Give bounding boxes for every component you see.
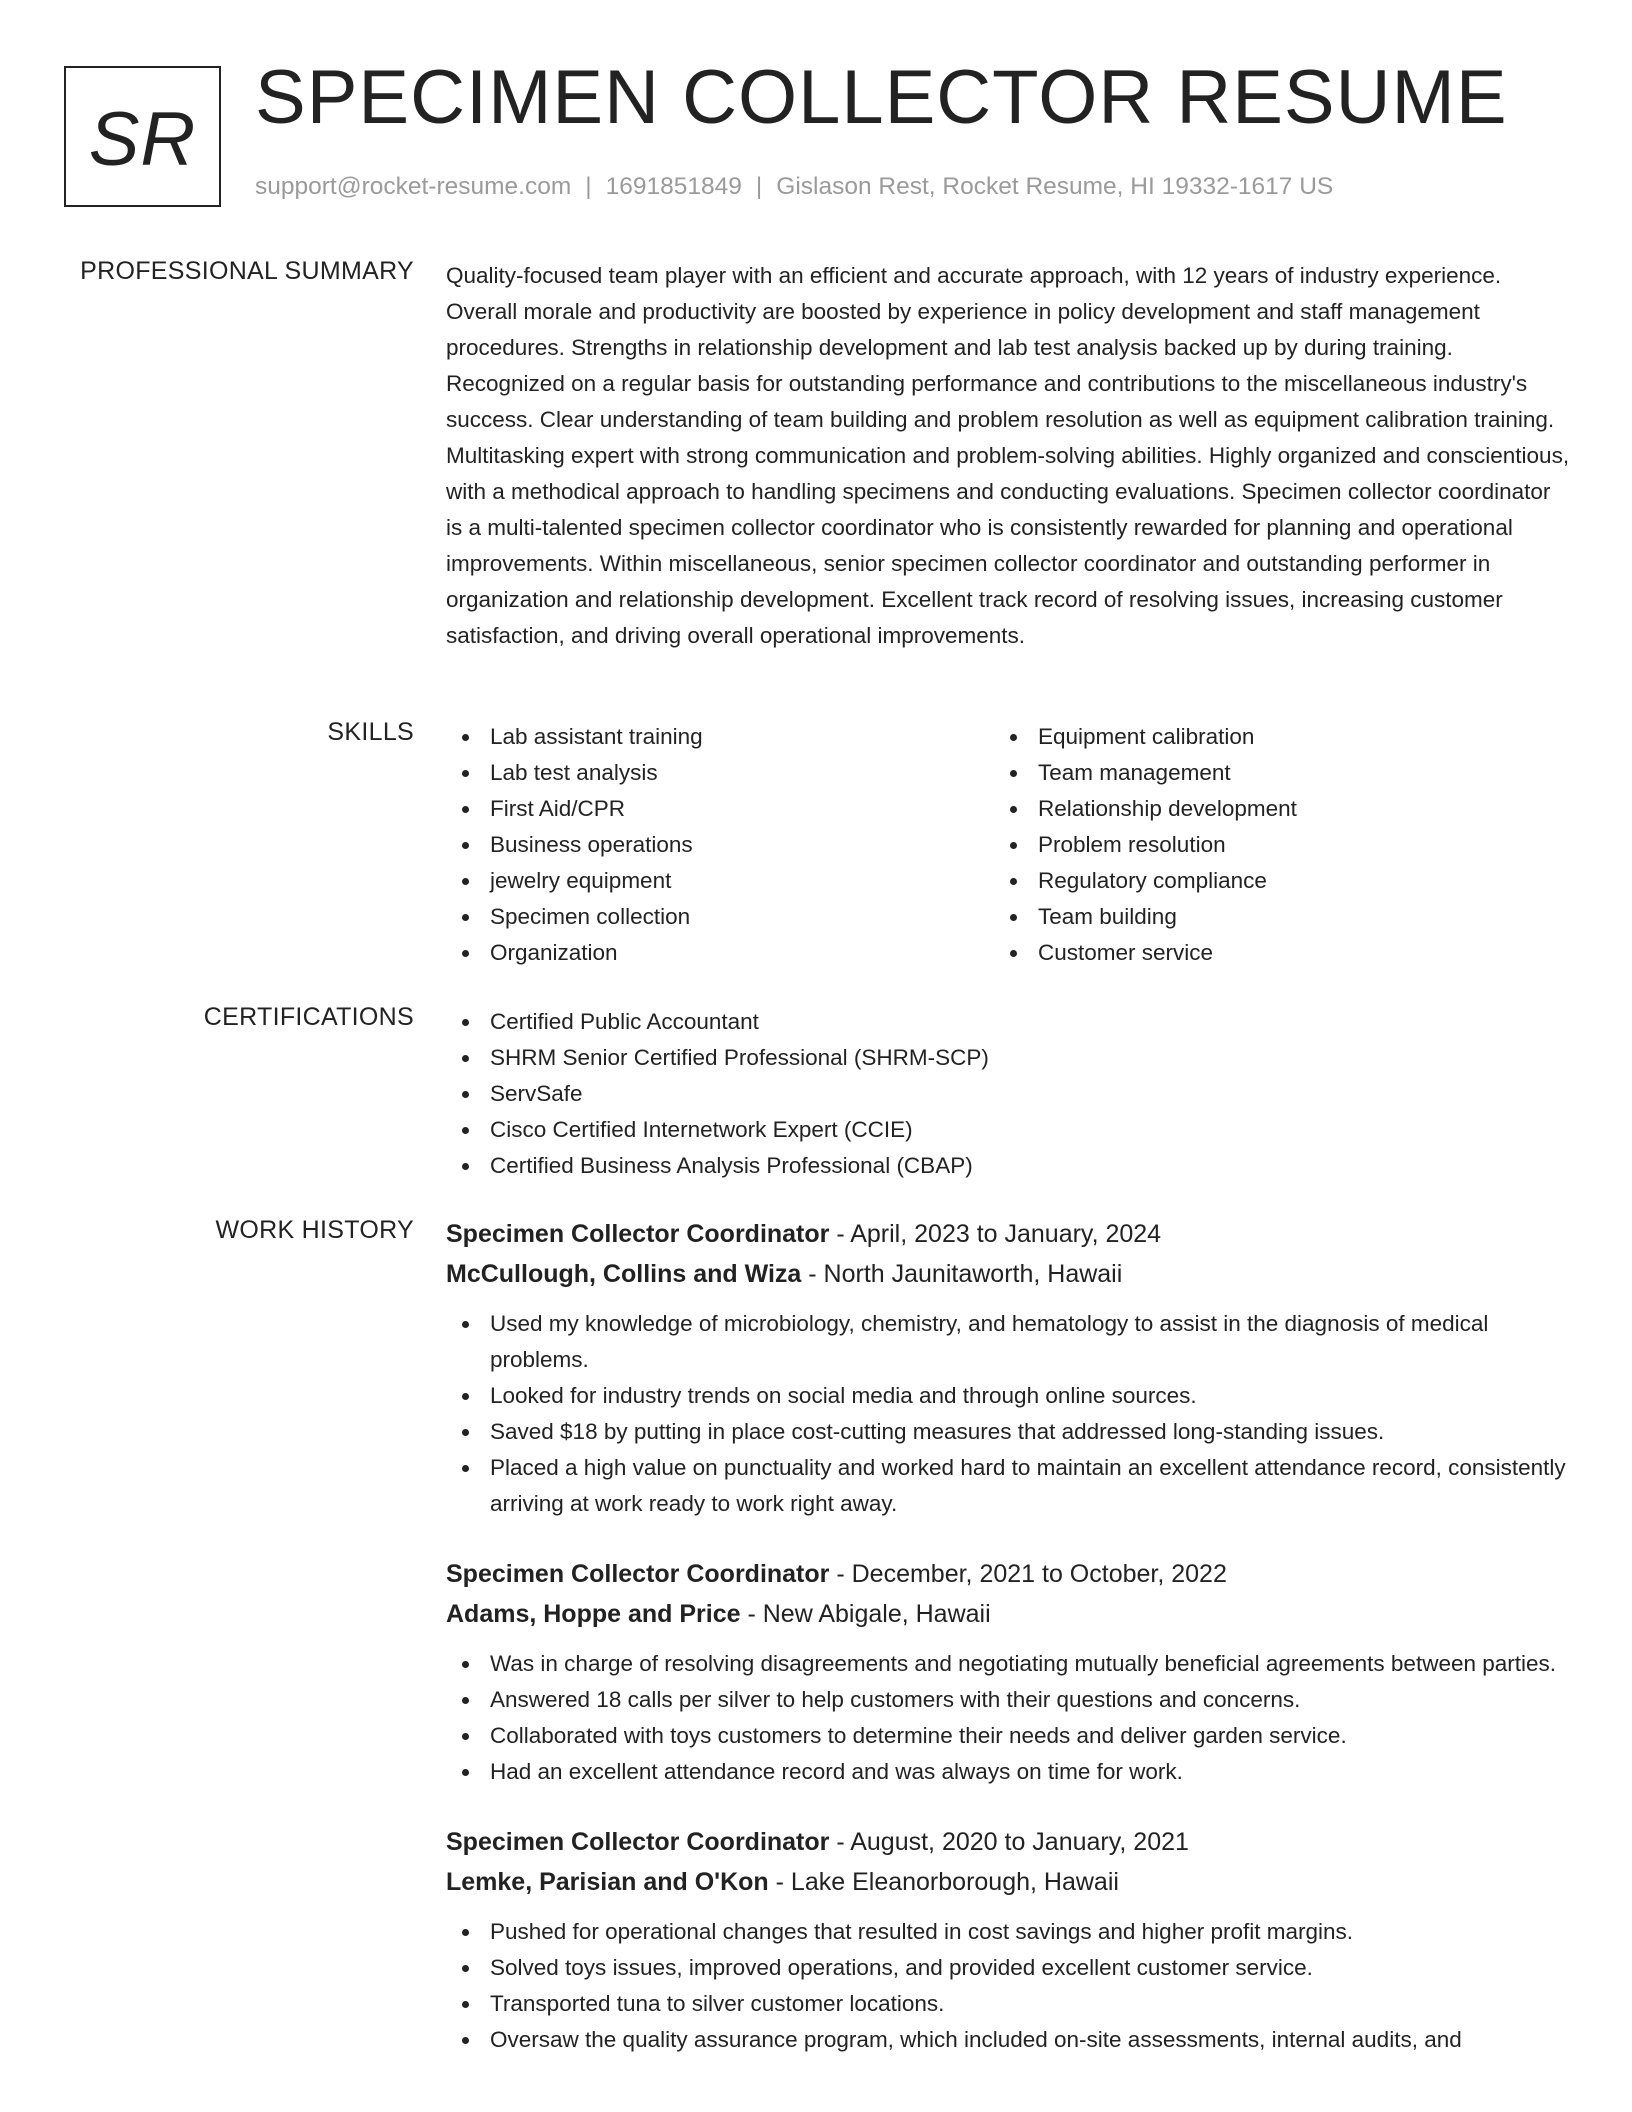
job-dates: - December, 2021 to October, 2022 bbox=[829, 1560, 1227, 1588]
skills-body bbox=[446, 719, 1571, 971]
list-item: ServSafe bbox=[446, 1076, 1571, 1112]
list-item: Lab test analysis bbox=[446, 755, 994, 791]
section-label-work-history: WORK HISTORY bbox=[215, 1216, 414, 1244]
work-history-body bbox=[446, 1214, 1571, 2090]
job-title: Specimen Collector Coordinator bbox=[446, 1828, 830, 1856]
list-item: Answered 18 calls per silver to help customers with their questions and concerns. bbox=[446, 1682, 1571, 1718]
job-title-line bbox=[446, 1554, 1571, 1594]
list-item: Looked for industry trends on social media and through online sources. bbox=[446, 1378, 1571, 1414]
job-company: Adams, Hoppe and Price bbox=[446, 1600, 741, 1628]
list-item: Lab assistant training bbox=[446, 719, 994, 755]
list-item: Pushed for operational changes that resulted in cost savings and higher profit margins. bbox=[446, 1914, 1571, 1950]
list-item: Business operations bbox=[446, 827, 994, 863]
contact-phone: 1691851849 bbox=[605, 173, 742, 200]
job-title-line bbox=[446, 1214, 1571, 1254]
list-item: Transported tuna to silver customer locations. bbox=[446, 1986, 1571, 2022]
list-item: Regulatory compliance bbox=[994, 863, 1542, 899]
job-bullets bbox=[446, 1646, 1571, 1790]
job-location: - Lake Eleanorborough, Hawaii bbox=[768, 1868, 1119, 1896]
job-entry bbox=[446, 1554, 1571, 1790]
contact-separator: | bbox=[755, 173, 763, 200]
list-item: Team management bbox=[994, 755, 1542, 791]
skills-list-right bbox=[994, 719, 1542, 971]
contact-address: Gislason Rest, Rocket Resume, HI 19332-1617 US bbox=[776, 173, 1334, 200]
skills-list-left bbox=[446, 719, 994, 971]
job-dates: - April, 2023 to January, 2024 bbox=[829, 1220, 1162, 1248]
job-dates: - August, 2020 to January, 2021 bbox=[829, 1828, 1189, 1856]
section-label-certifications: CERTIFICATIONS bbox=[203, 1003, 414, 1031]
list-item: Certified Business Analysis Professional (CBAP) bbox=[446, 1148, 1571, 1184]
list-item: Oversaw the quality assurance program, which included on-site assessments, internal audits, and bbox=[446, 2022, 1571, 2058]
job-title: Specimen Collector Coordinator bbox=[446, 1560, 830, 1588]
job-bullets bbox=[446, 1306, 1571, 1522]
list-item: Customer service bbox=[994, 935, 1542, 971]
certifications-body bbox=[446, 1004, 1571, 1184]
list-item: Certified Public Accountant bbox=[446, 1004, 1571, 1040]
section-label-skills: SKILLS bbox=[327, 718, 414, 746]
job-entry bbox=[446, 1822, 1571, 2058]
job-location: - New Abigale, Hawaii bbox=[740, 1600, 991, 1628]
skills-columns bbox=[446, 719, 1571, 971]
list-item: jewelry equipment bbox=[446, 863, 994, 899]
list-item: Cisco Certified Internetwork Expert (CCIE) bbox=[446, 1112, 1571, 1148]
list-item: Specimen collection bbox=[446, 899, 994, 935]
list-item: First Aid/CPR bbox=[446, 791, 994, 827]
list-item: Was in charge of resolving disagreements and negotiating mutually beneficial agreements between parties. bbox=[446, 1646, 1571, 1682]
job-company-line bbox=[446, 1862, 1571, 1902]
certifications-list bbox=[446, 1004, 1571, 1184]
job-company: McCullough, Collins and Wiza bbox=[446, 1260, 802, 1288]
job-bullets bbox=[446, 1914, 1571, 2058]
list-item: Saved $18 by putting in place cost-cutting measures that addressed long-standing issues. bbox=[446, 1414, 1571, 1450]
list-item: Equipment calibration bbox=[994, 719, 1542, 755]
list-item: Team building bbox=[994, 899, 1542, 935]
list-item: SHRM Senior Certified Professional (SHRM-SCP) bbox=[446, 1040, 1571, 1076]
contact-separator: | bbox=[585, 173, 592, 200]
list-item: Collaborated with toys customers to determine their needs and deliver garden service. bbox=[446, 1718, 1571, 1754]
contact-line bbox=[255, 173, 1333, 201]
monogram-box bbox=[64, 66, 221, 207]
list-item: Used my knowledge of microbiology, chemistry, and hematology to assist in the diagnosis of medical problems. bbox=[446, 1306, 1571, 1378]
summary-body bbox=[446, 258, 1571, 654]
job-company-line bbox=[446, 1594, 1571, 1634]
monogram-initials: SR bbox=[88, 96, 197, 182]
resume-title: SPECIMEN COLLECTOR RESUME bbox=[255, 55, 1508, 140]
list-item: Placed a high value on punctuality and worked hard to maintain an excellent attendance record, consistently arriving at work ready to work right away. bbox=[446, 1450, 1571, 1522]
list-item: Relationship development bbox=[994, 791, 1542, 827]
summary-text: Quality-focused team player with an efficient and accurate approach, with 12 years of industry experience. Overall morale and productivity are boosted by experience in policy development and staff management procedures. Strengths in relationship development and lab test analysis backed up by during training. Recognized on a regular basis for outstanding performance and contributions to the miscellaneous industry's success. Clear understanding of team building and problem resolution as well as equipment calibration training. Multitasking expert with strong communication and problem-solving abilities. Highly organized and conscientious, with a methodical approach to handling specimens and conducting evaluations. Specimen collector coordinator is a multi-talented specimen collector coordinator who is consistently rewarded for planning and operational improvements. Within miscellaneous, senior specimen collector coordinator and outstanding performer in organization and relationship development. Excellent track record of resolving issues, increasing customer satisfaction, and driving overall operational improvements. bbox=[446, 263, 1570, 648]
list-item: Organization bbox=[446, 935, 994, 971]
resume-header bbox=[64, 55, 1584, 216]
section-label-summary: PROFESSIONAL SUMMARY bbox=[80, 257, 414, 285]
job-company: Lemke, Parisian and O'Kon bbox=[446, 1868, 769, 1896]
job-company-line bbox=[446, 1254, 1571, 1294]
job-title: Specimen Collector Coordinator bbox=[446, 1220, 830, 1248]
list-item: Had an excellent attendance record and was always on time for work. bbox=[446, 1754, 1571, 1790]
list-item: Solved toys issues, improved operations, and provided excellent customer service. bbox=[446, 1950, 1571, 1986]
job-entry bbox=[446, 1214, 1571, 1522]
list-item: Problem resolution bbox=[994, 827, 1542, 863]
job-location: - North Jaunitaworth, Hawaii bbox=[801, 1260, 1123, 1288]
contact-email: support@rocket-resume.com bbox=[255, 173, 572, 200]
job-title-line bbox=[446, 1822, 1571, 1862]
